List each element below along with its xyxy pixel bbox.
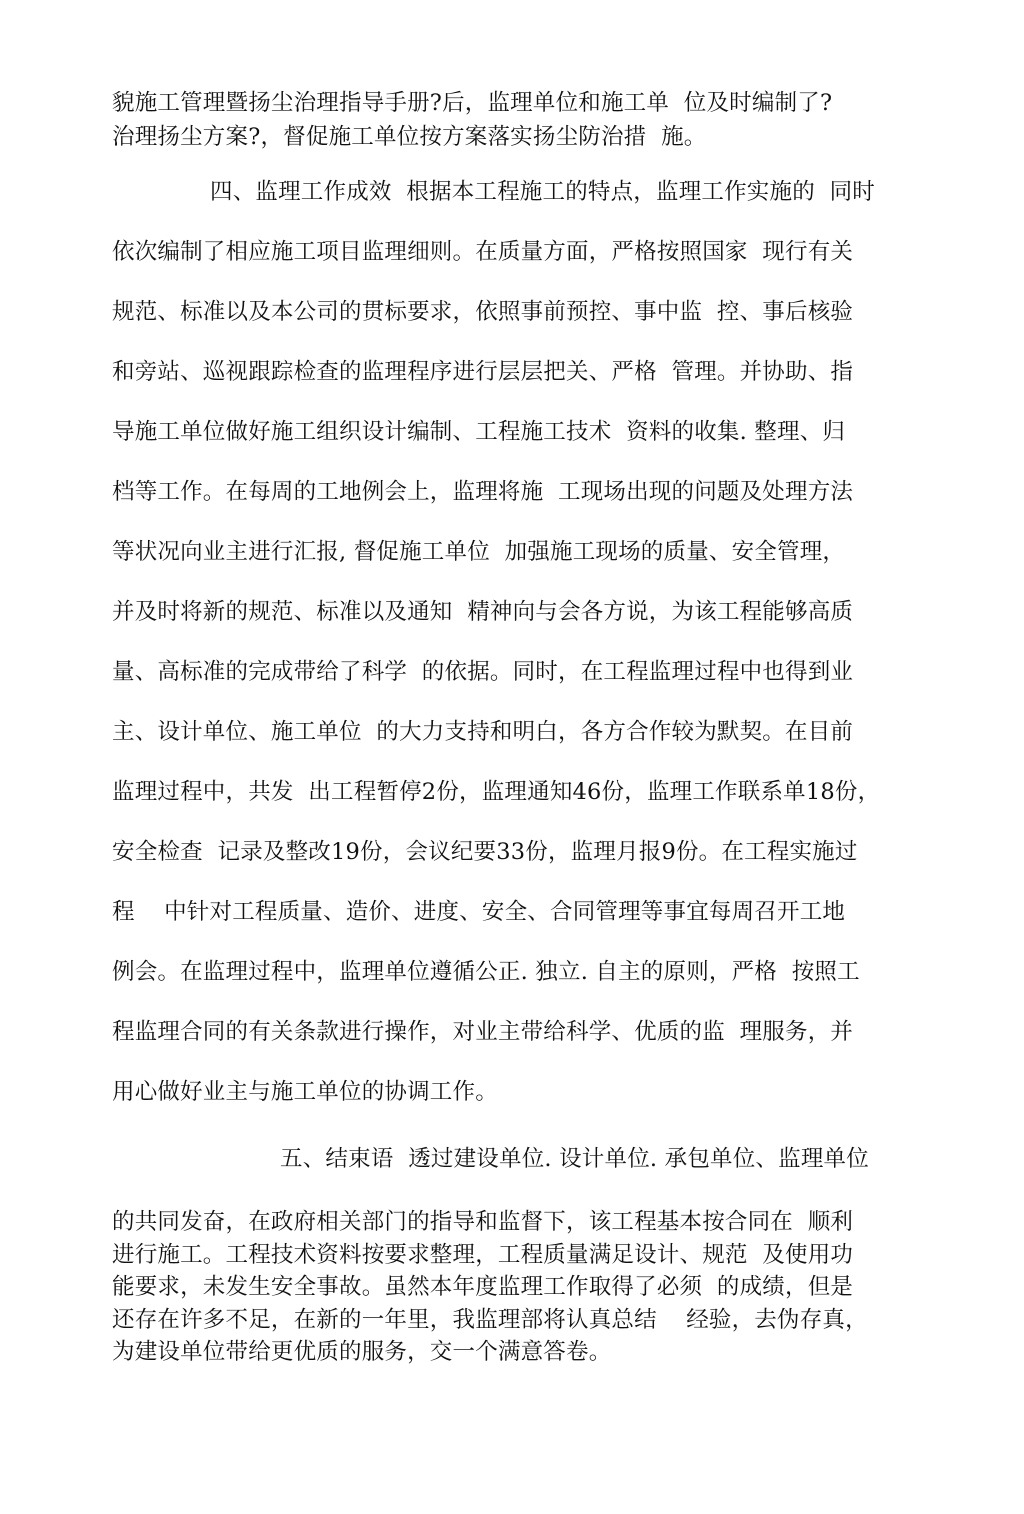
text-line: 例会。在监理过程中，监理单位遵循公正. 独立. 自主的原则，严格 按照工 [112, 959, 860, 985]
text-line: 依次编制了相应施工项目监理细则。在质量方面，严格按照国家 现行有关 [112, 239, 854, 265]
text-line: 规范、标准以及本公司的贯标要求，依照事前预控、事中监 控、事后核验 [112, 299, 854, 325]
section-heading-line: 四、监理工作成效 根据本工程施工的特点，监理工作实施的 同时 [210, 179, 876, 205]
text-line: 能要求，未发生安全事故。虽然本年度监理工作取得了必须 的成绩，但是 [112, 1274, 854, 1300]
section-heading-line: 五、结束语 透过建设单位. 设计单位. 承包单位、监理单位 [280, 1146, 869, 1172]
text-line: 安全检查 记录及整改19份，会议纪要33份，监理月报9份。在工程实施过 [112, 839, 858, 865]
text-line: 用心做好业主与施工单位的协调工作。 [112, 1079, 498, 1105]
text-line: 的共同发奋，在政府相关部门的指导和监督下，该工程基本按合同在 顺利 [112, 1209, 854, 1235]
text-line: 还存在许多不足，在新的一年里，我监理部将认真总结 经验，去伪存真， [112, 1307, 868, 1333]
text-line: 等状况向业主进行汇报, 督促施工单位 加强施工现场的质量、安全管理， [112, 539, 846, 565]
text-line: 和旁站、巡视跟踪检查的监理程序进行层层把关、严格 管理。并协助、指 [112, 359, 854, 385]
text-line: 进行施工。工程技术资料按要求整理，工程质量满足设计、规范 及使用功 [112, 1242, 854, 1268]
text-line: 档等工作。在每周的工地例会上，监理将施 工现场出现的问题及处理方法 [112, 479, 854, 505]
text-line: 程监理合同的有关条款进行操作，对业主带给科学、优质的监 理服务，并 [112, 1019, 854, 1045]
text-line: 主、设计单位、施工单位 的大力支持和明白，各方合作较为默契。在目前 [112, 719, 854, 745]
text-line: 并及时将新的规范、标准以及通知 精神向与会各方说，为该工程能够高质 [112, 599, 854, 625]
text-line: 程 中针对工程质量、造价、进度、安全、合同管理等事宜每周召开工地 [112, 899, 846, 925]
text-line: 貌施工管理暨扬尘治理指导手册?后，监理单位和施工单 位及时编制了? [112, 90, 833, 116]
text-line: 量、高标准的完成带给了科学 的依据。同时，在工程监理过程中也得到业 [112, 659, 854, 685]
text-line: 导施工单位做好施工组织设计编制、工程施工技术 资料的收集. 整理、归 [112, 419, 846, 445]
text-line: 治理扬尘方案?，督促施工单位按方案落实扬尘防治措 施。 [112, 124, 707, 150]
text-line: 为建设单位带给更优质的服务，交一个满意答卷。 [112, 1339, 612, 1365]
text-line: 监理过程中，共发 出工程暂停2份，监理通知46份，监理工作联系单18份， [112, 779, 881, 805]
